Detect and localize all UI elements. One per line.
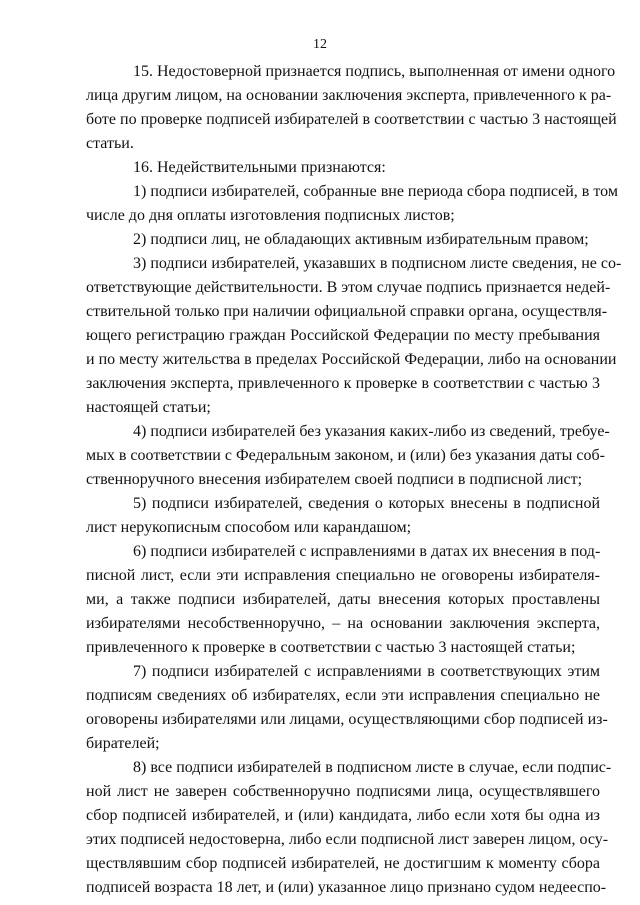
paragraph-p16-7 xyxy=(86,660,608,756)
text-line: 7) подписи избирателей с исправлениями в соответствующих этим xyxy=(133,663,600,680)
text-line: числе до дня оплаты изготовления подписных листов; xyxy=(86,207,455,224)
paragraph-p16-2 xyxy=(86,228,600,252)
paragraph-p16-8 xyxy=(86,756,612,900)
paragraph-p16-1 xyxy=(86,180,618,228)
text-line: заключения эксперта, привлеченного к проверке в соответствии с частью 3 xyxy=(86,375,600,392)
paragraph-p16-5 xyxy=(86,492,600,540)
text-line: бирателей; xyxy=(86,735,160,752)
text-line: подписей возраста 18 лет, и (или) указанное лицо признано судом недееспо- xyxy=(86,879,607,896)
text-line: лист нерукописным способом или карандашом; xyxy=(86,519,412,536)
text-line: настоящей статьи; xyxy=(86,399,211,416)
text-line: 1) подписи избирателей, собранные вне периода сбора подписей, в том xyxy=(133,183,618,200)
text-line: лица другим лицом, на основании заключения эксперта, привлеченного к ра- xyxy=(86,87,612,104)
text-line: мых в соответствии с Федеральным законом, и (или) без указания даты соб- xyxy=(86,447,605,464)
paragraph-p16 xyxy=(86,156,600,180)
text-line: сбор подписей избирателей, и (или) кандидата, либо если хотя бы одна из xyxy=(86,807,600,824)
paragraph-p16-3 xyxy=(86,252,622,420)
text-line: 6) подписи избирателей с исправлениями в датах их внесения в под- xyxy=(133,543,601,560)
text-line: ствительной только при наличии официальной справки органа, осуществля- xyxy=(86,303,608,320)
text-line: привлеченного к проверке в соответствии с частью 3 настоящей статьи; xyxy=(86,639,576,656)
paragraph-p16-4 xyxy=(86,420,610,492)
document-body xyxy=(86,60,622,900)
text-line: статьи. xyxy=(86,135,134,152)
text-line: писной лист, если эти исправления специально не оговорены избирателя- xyxy=(86,567,600,584)
paragraph-p16-6 xyxy=(86,540,600,660)
text-line: ответствующие действительности. В этом случае подпись признается недей- xyxy=(86,279,611,296)
text-line: 8) все подписи избирателей в подписном листе в случае, если подпис- xyxy=(133,759,612,776)
text-line: 2) подписи лиц, не обладающих активным избирательным правом; xyxy=(133,231,589,248)
text-line: ществлявшим сбор подписей избирателей, не достигшим к моменту сбора xyxy=(86,855,600,872)
text-line: ной лист не заверен собственноручно подписями лица, осуществлявшего xyxy=(86,783,600,800)
text-line: 4) подписи избирателей без указания каких-либо из сведений, требуе- xyxy=(133,423,610,440)
text-line: 16. Недействительными признаются: xyxy=(133,159,386,176)
text-line: 3) подписи избирателей, указавших в подписном листе сведения, не со- xyxy=(133,255,622,272)
page-number: 12 xyxy=(313,37,327,52)
text-line: ственноручного внесения избирателем своей подписи в подписной лист; xyxy=(86,471,583,488)
text-line: 5) подписи избирателей, сведения о которых внесены в подписной xyxy=(133,495,600,512)
text-line: 15. Недостоверной признается подпись, выполненная от имени одного xyxy=(133,63,616,80)
text-line: боте по проверке подписей избирателей в соответствии с частью 3 настоящей xyxy=(86,111,617,128)
paragraph-p15 xyxy=(86,60,617,156)
text-line: подписям сведениях об избирателях, если эти исправления специально не xyxy=(86,687,600,704)
text-line: и по месту жительства в пределах Российской Федерации, либо на основании xyxy=(86,351,617,368)
text-line: ющего регистрацию граждан Российской Федерации по месту пребывания xyxy=(86,327,600,344)
text-line: этих подписей недостоверна, либо если подписной лист заверен лицом, осу- xyxy=(86,831,609,848)
text-line: избирателями несобственноручно, – на основании заключения эксперта, xyxy=(86,615,600,632)
text-line: оговорены избирателями или лицами, осуществляющими сбор подписей из- xyxy=(86,711,608,728)
text-line: ми, а также подписи избирателей, даты внесения которых проставлены xyxy=(86,591,600,608)
